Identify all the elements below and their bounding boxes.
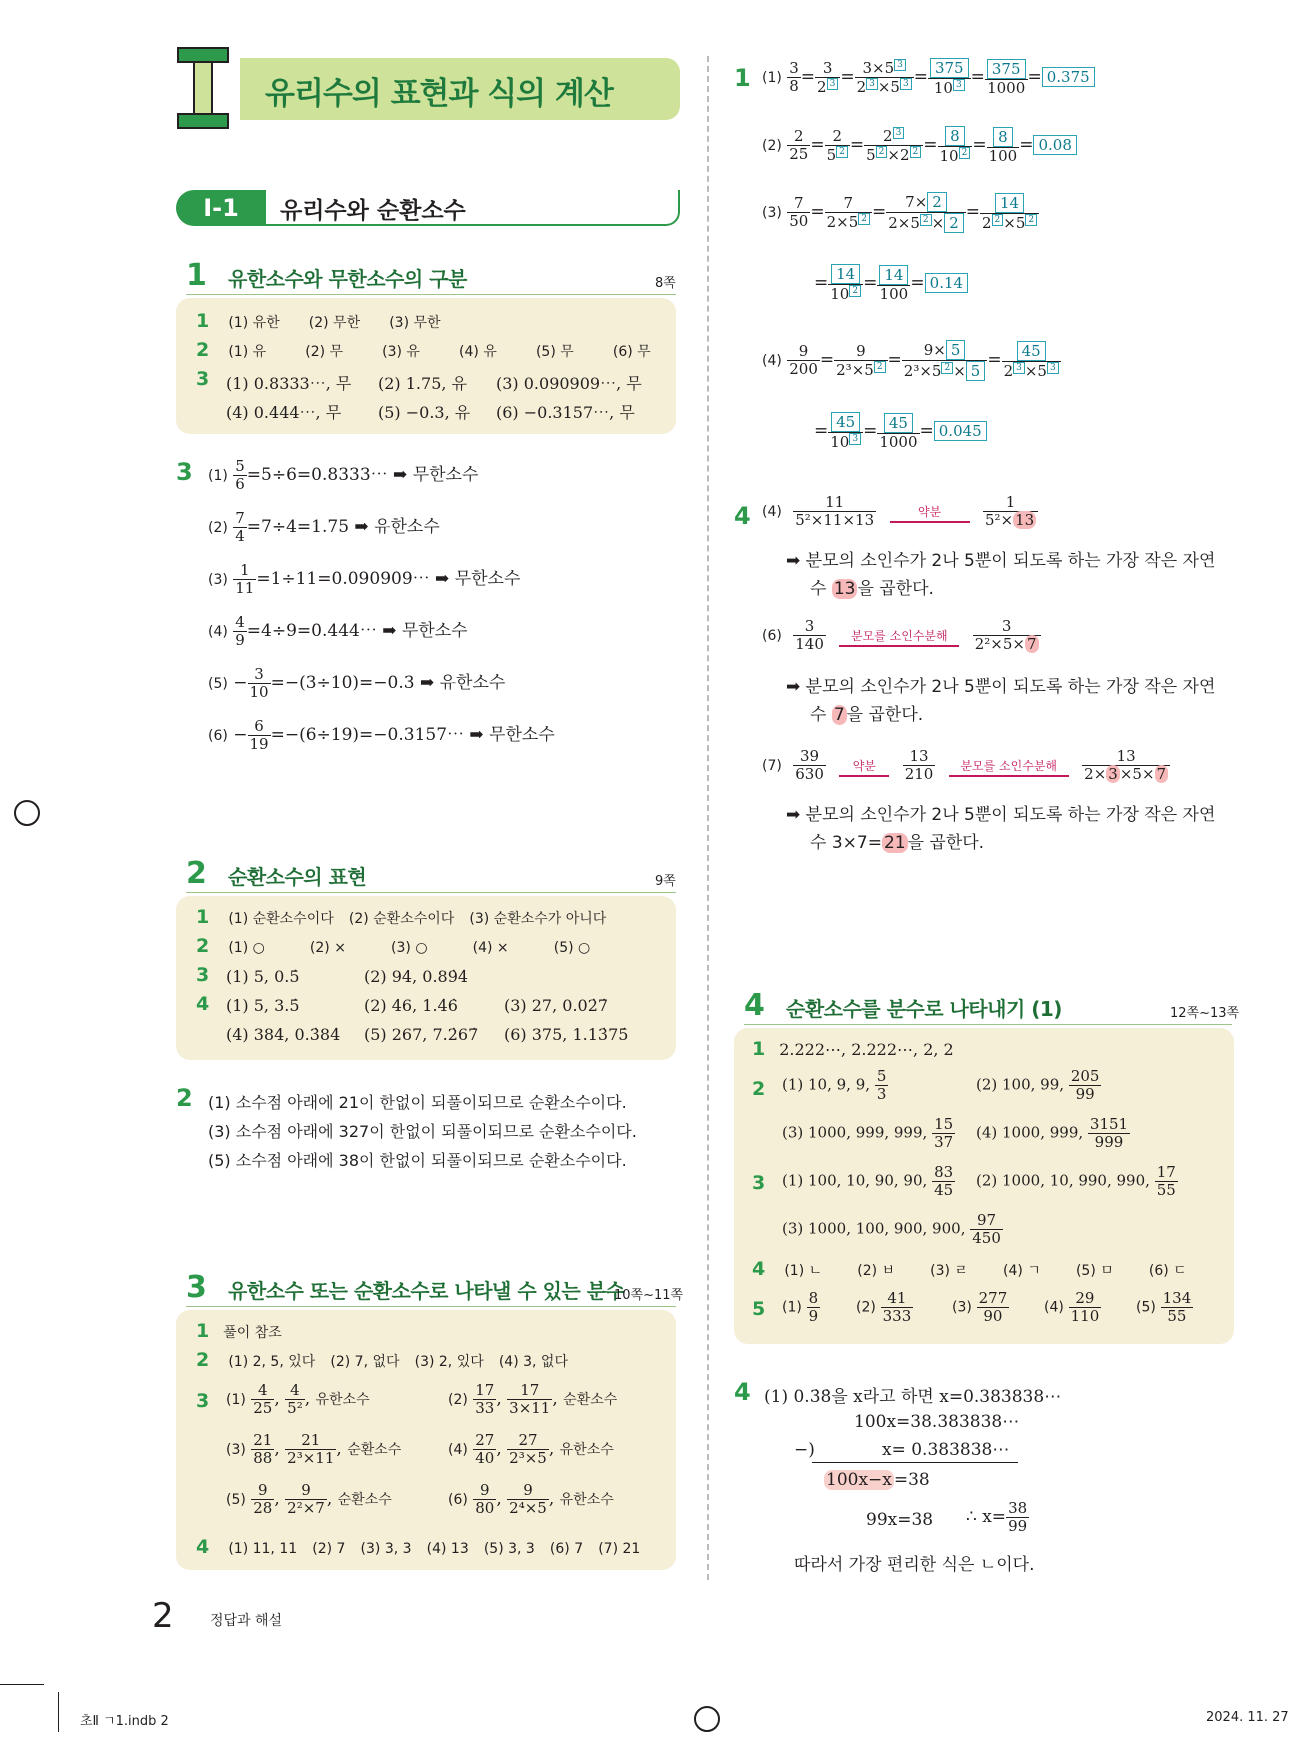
solution-line: (4) $\frac{4}{9}$ =4÷9=0.444⋯ ➡ 무한소수 xyxy=(208,613,468,649)
column-divider xyxy=(707,56,709,1580)
subsection-number: 4 xyxy=(744,988,765,1023)
answer-row: 3 xyxy=(196,964,210,986)
answer-row: 4 xyxy=(196,993,210,1015)
subsection-number: 3 xyxy=(186,1270,207,1305)
solution-line: 100x−x =38 xyxy=(826,1470,930,1490)
footer-label: 정답과 해설 xyxy=(210,1613,283,1629)
answer-item: (5) 267, 7.2̇67̇ xyxy=(364,1025,479,1044)
section-badge: I-1 xyxy=(176,190,266,226)
answer-item: (2) 94, 0.89̇4̇ xyxy=(364,967,469,986)
answer-item: (3) 1000, 100, 900, 900, $\frac{97}{450}$ xyxy=(782,1211,1001,1247)
answer-row: 1 (1) 유한 (2) 무한 (3) 무한 xyxy=(196,310,441,332)
crop-mark xyxy=(58,1692,59,1732)
answer-item: (1) 0.8333⋯, 무 xyxy=(226,374,352,393)
equation-line: (1) $\frac{3}{8}$ = $\frac{3}{2 3}$ = $\frac{3\times 5 3}{2 3 \times 5 3}$ = $\frac{375}{10 3}$ = $\frac{375}{1000}$ = 0.375 xyxy=(762,58,1095,97)
explanation-line: 수 3×7= 21 을 곱한다. xyxy=(810,833,985,853)
print-file-info: 초Ⅱ ㄱ1.indb 2 xyxy=(80,1714,169,1729)
answer-row: 2 xyxy=(752,1078,766,1100)
equation-line: (3) $\frac{7}{50}$ = $\frac{7}{2\times 5 2}$ = $\frac{7\times 2}{2\times 5 2 \times 2}$ = $\frac{14}{2 2 \times 5 2}$ xyxy=(762,192,1039,233)
solution-line: 99x=38 xyxy=(866,1510,934,1530)
equation-line: (2) $\frac{2}{25}$ = $\frac{2}{5 2}$ = $\frac{2 3}{5 2 \times 2 2}$ = $\frac{8}{10 2}$ = $\frac{8}{100}$ = 0.08 xyxy=(762,126,1077,165)
solution-number: 4 xyxy=(734,502,751,530)
registration-mark-icon xyxy=(694,1706,720,1732)
solution-line: 100x=38.383838⋯ xyxy=(854,1412,1020,1432)
answer-item: (3) $\frac{21}{88}$ , $\frac{21}{\text{2³×11}}$ , 순환소수 xyxy=(226,1431,402,1467)
solution-line: x= 0.383838⋯ xyxy=(882,1440,1010,1460)
answer-item: (2) $\frac{17}{33}$ , $\frac{17}{3\times 11}$ , 순환소수 xyxy=(448,1381,618,1417)
answer-item: (2) $\frac{41}{333}$ xyxy=(856,1289,912,1325)
solution-line: (1) 소수점 아래에 21이 한없이 되풀이되므로 순환소수이다. xyxy=(208,1093,627,1112)
answer-item: (1) $\frac{4}{25}$ , $\frac{4}{\text{5²}}$ , 유한소수 xyxy=(226,1381,370,1417)
solution-line: (3) 소수점 아래에 327이 한없이 되풀이되므로 순환소수이다. xyxy=(208,1122,637,1141)
page-reference: 8쪽 xyxy=(655,276,676,291)
crop-mark xyxy=(0,1684,44,1685)
answer-row: 4 (1) ㄴ (2) ㅂ (3) ㄹ (4) ㄱ (5) ㅁ (6) ㄷ xyxy=(752,1258,1187,1280)
answer-item: (4) $\frac{29}{110}$ xyxy=(1044,1289,1100,1325)
solution-line: (5) − $\frac{3}{10}$ =−(3÷10)=−0.3 ➡ 유한소수 xyxy=(208,665,506,701)
subsection-rule xyxy=(186,294,676,295)
answer-item: (1) 5, 3.5̇ xyxy=(226,996,300,1015)
equation-line: (4) $\frac{9}{200}$ = $\frac{9}{\text{2³×5 2}}$ = $\frac{9\times 5}{\text{2³×5 2 × 5}}$ = $\frac{45}{2 3 \times 5 3}$ xyxy=(762,340,1061,381)
answer-row: 3 xyxy=(196,1390,210,1412)
solution-number: 3 xyxy=(176,458,193,486)
equation-line: (7) $\frac{39}{630}$ 약분 $\frac{13}{210}$ 분모를 소인수분해 $\frac{13}{2\times 3 \times 5\times 7}$ xyxy=(762,748,1170,783)
answer-item: (2) 46, 1.4̇6̇ xyxy=(364,996,458,1015)
answer-item: (4) 1000, 999, $\frac{3151}{999}$ xyxy=(976,1115,1129,1151)
answer-item: (6) $\frac{9}{80}$ , $\frac{9}{\text{2⁴×5}}$ , 유한소수 xyxy=(448,1481,614,1517)
solution-line: (1) $\frac{5}{6}$ =5÷6=0.8333⋯ ➡ 무한소수 xyxy=(208,457,479,493)
equation-line: (4) $\frac{11}{\text{5²×11×13}}$ 약분 $\frac{1}{\text{5²× 13}}$ xyxy=(762,494,1038,529)
answer-row: 4 (1) 11, 11 (2) 7 (3) 3, 3 (4) 13 (5) 3, 3 (6) 7 (7) 21 xyxy=(196,1536,641,1558)
answer-item: (5) $\frac{134}{55}$ xyxy=(1136,1289,1192,1325)
answer-item: (1) 5, 0.5̇ xyxy=(226,967,300,986)
subtraction-rule xyxy=(812,1462,1018,1463)
subsection-title: 순환소수의 표현 xyxy=(228,865,367,889)
explanation-line: ➡ 분모의 소인수가 2나 5뿐이 되도록 하는 가장 작은 자연 xyxy=(786,551,1216,571)
answer-item: (2) 1000, 10, 990, 990, $\frac{17}{55}$ xyxy=(976,1163,1176,1199)
subsection-title: 유한소수 또는 순환소수로 나타낼 수 있는 분수 xyxy=(228,1279,625,1303)
subsection-title: 유한소수와 무한소수의 구분 xyxy=(228,267,467,291)
chapter-roman-icon xyxy=(176,46,232,130)
answer-item: (3) 0.090909⋯, 무 xyxy=(496,374,642,393)
page-reference: 12쪽~13쪽 xyxy=(1170,1006,1240,1021)
solution-number: 1 xyxy=(734,64,751,92)
answer-item: (5) −0.3, 유 xyxy=(378,403,471,422)
equation-line: = $\frac{45}{10 3}$ = $\frac{45}{1000}$ = 0.045 xyxy=(814,412,987,451)
answer-row: 2 (1) 유 (2) 무 (3) 유 (4) 유 (5) 무 (6) 무 xyxy=(196,339,651,361)
solution-line: 따라서 가장 편리한 식은 ㄴ이다. xyxy=(794,1555,1035,1575)
solution-line: (3) $\frac{1}{11}$ =1÷11=0.090909⋯ ➡ 무한소수 xyxy=(208,561,521,597)
answer-item: (4) $\frac{27}{40}$ , $\frac{27}{\text{2³×5}}$ , 유한소수 xyxy=(448,1431,614,1467)
answer-item: (1) 10, 9, 9, $\frac{5}{3}$ xyxy=(782,1067,887,1103)
solution-line: (1) 0.3̇8̇을 x라고 하면 x=0.383838⋯ xyxy=(764,1387,1062,1407)
answer-item: (5) $\frac{9}{28}$ , $\frac{9}{\text{2²×7}}$ , 순환소수 xyxy=(226,1481,392,1517)
subsection-rule xyxy=(744,1024,1232,1025)
answer-row: 2 (1) 2, 5, 있다 (2) 7, 없다 (3) 2, 있다 (4) 3, 없다 xyxy=(196,1349,568,1371)
page-reference: 10쪽~11쪽 xyxy=(614,1288,684,1303)
answer-row: 3 xyxy=(196,368,210,390)
solution-line: (6) − $\frac{6}{19}$ =−(6÷19)=−0.3157⋯ ➡ 무한소수 xyxy=(208,717,555,753)
subsection-title: 순환소수를 분수로 나타내기 (1) xyxy=(786,997,1062,1021)
solution-number: 4 xyxy=(734,1378,751,1406)
registration-mark-icon xyxy=(14,800,40,826)
explanation-line: 수 7 을 곱한다. xyxy=(810,705,924,725)
print-date: 2024. 11. 27 xyxy=(1206,1710,1289,1725)
section-title: 유리수와 순환소수 xyxy=(280,198,466,224)
answer-item: (4) 0.444⋯, 무 xyxy=(226,403,342,422)
equation-line: (6) $\frac{3}{140}$ 분모를 소인수분해 $\frac{3}{\text{2²×5× 7}}$ xyxy=(762,618,1041,653)
explanation-line: ➡ 분모의 소인수가 2나 5뿐이 되도록 하는 가장 작은 자연 xyxy=(786,677,1216,697)
answer-item: (3) 1000, 999, 999, $\frac{15}{37}$ xyxy=(782,1115,954,1151)
subsection-number: 1 xyxy=(186,258,207,293)
answer-item: (6) 375, 1.13̇75̇ xyxy=(504,1025,629,1044)
chapter-title: 유리수의 표현과 식의 계산 xyxy=(265,76,613,112)
answer-row: 1 풀이 참조 xyxy=(196,1320,282,1342)
subsection-rule xyxy=(186,1306,676,1307)
page-reference: 9쪽 xyxy=(655,874,676,889)
page-number: 2 xyxy=(152,1596,174,1636)
answer-item: (4) 384, 0.3̇84̇ xyxy=(226,1025,341,1044)
answer-item: (3) $\frac{277}{90}$ xyxy=(952,1289,1008,1325)
answer-row: 5 xyxy=(752,1298,766,1320)
answer-row: 3 xyxy=(752,1172,766,1194)
answer-row: 1 (1) 순환소수이다 (2) 순환소수이다 (3) 순환소수가 아니다 xyxy=(196,906,607,928)
solution-line: (2) $\frac{7}{4}$ =7÷4=1.75 ➡ 유한소수 xyxy=(208,509,440,545)
answer-item: (1) 100, 10, 90, 90, $\frac{83}{45}$ xyxy=(782,1163,954,1199)
explanation-line: ➡ 분모의 소인수가 2나 5뿐이 되도록 하는 가장 작은 자연 xyxy=(786,805,1216,825)
subsection-number: 2 xyxy=(186,856,207,891)
solution-line: −) xyxy=(794,1440,815,1460)
equation-line: = $\frac{14}{10 2}$ = $\frac{14}{100}$ = 0.14 xyxy=(814,264,968,303)
answer-item: (6) −0.3157⋯, 무 xyxy=(496,403,635,422)
answer-row: 1 2.222⋯, 2.222⋯, 2, 2 xyxy=(752,1038,954,1060)
explanation-line: 수 13 을 곱한다. xyxy=(810,579,934,599)
solution-line: ∴ x= $\frac{38}{99}$ xyxy=(966,1499,1028,1535)
answer-item: (2) 1.75, 유 xyxy=(378,374,468,393)
solution-line: (5) 소수점 아래에 38이 한없이 되풀이되므로 순환소수이다. xyxy=(208,1151,627,1170)
answer-item: (2) 100, 99, $\frac{205}{99}$ xyxy=(976,1067,1100,1103)
solution-number: 2 xyxy=(176,1084,193,1112)
answer-row: 2 (1) ○ (2) × (3) ○ (4) × (5) ○ xyxy=(196,935,591,957)
subsection-rule xyxy=(186,892,676,893)
answer-item: (1) $\frac{8}{9}$ xyxy=(782,1289,819,1325)
answer-item: (3) 27, 0.02̇7̇ xyxy=(504,996,609,1015)
